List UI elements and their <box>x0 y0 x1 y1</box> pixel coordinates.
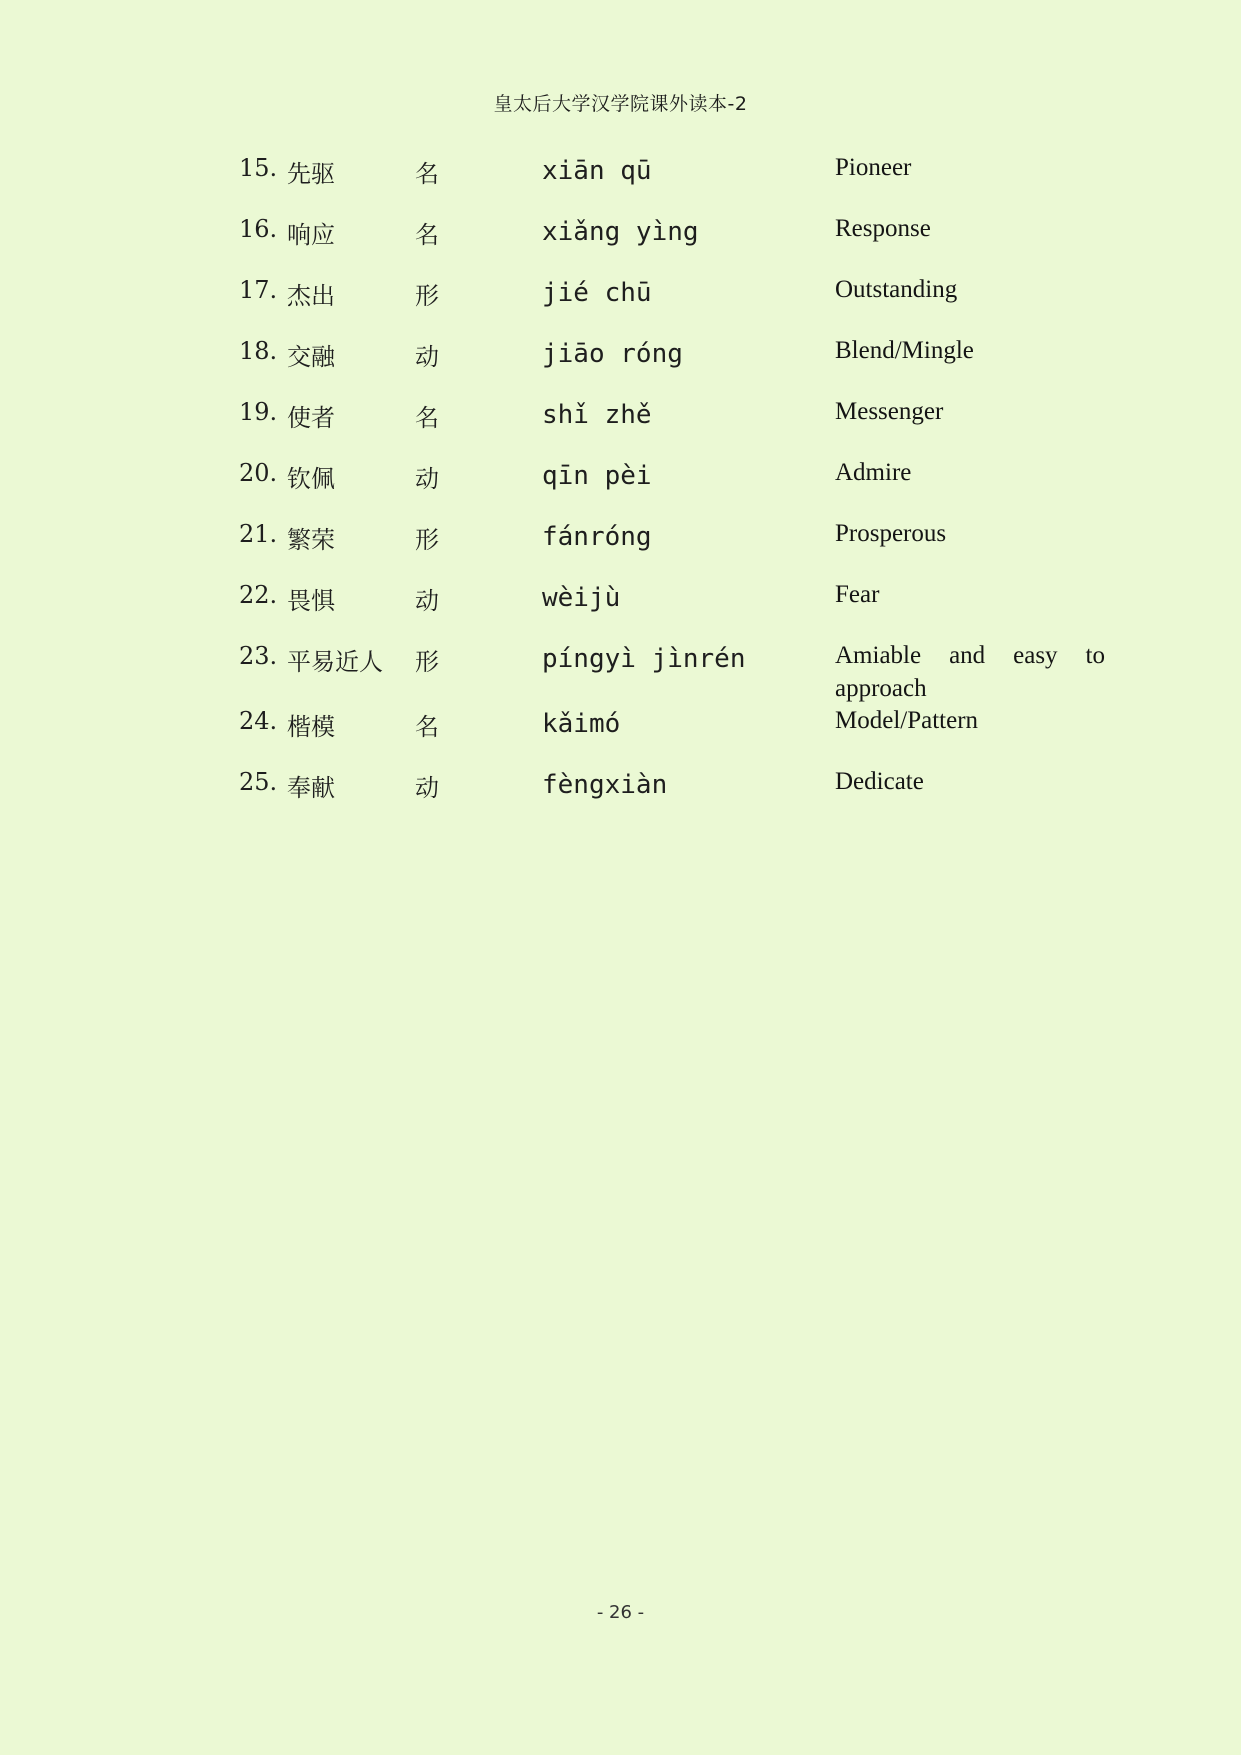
page-number: - 26 - <box>596 1602 645 1623</box>
part-of-speech: 动 <box>415 343 439 371</box>
vocab-row <box>0 707 1241 757</box>
item-number: 16. <box>239 215 278 243</box>
vocab-row <box>0 459 1241 509</box>
pinyin: píngyì jìnrén <box>542 644 746 674</box>
pinyin: kǎimó <box>542 709 621 739</box>
chinese-word: 奉献 <box>287 774 335 802</box>
chinese-word: 畏惧 <box>287 587 335 615</box>
vocab-row <box>0 398 1241 448</box>
english-meaning: Fear <box>835 581 880 608</box>
vocab-row <box>0 337 1241 387</box>
item-number: 17. <box>239 276 278 304</box>
english-meaning: Outstanding <box>835 276 958 303</box>
chinese-word: 杰出 <box>287 282 335 310</box>
pinyin: xiān qū <box>542 156 652 186</box>
english-meaning: Dedicate <box>835 768 924 795</box>
item-number: 25. <box>239 768 278 796</box>
vocab-row <box>0 581 1241 631</box>
item-number: 21. <box>239 520 278 548</box>
english-meaning: Prosperous <box>835 520 947 547</box>
part-of-speech: 动 <box>415 465 439 493</box>
chinese-word: 繁荣 <box>287 526 335 554</box>
pinyin: xiǎng yìng <box>542 217 699 247</box>
chinese-word: 先驱 <box>287 160 335 188</box>
pinyin: wèijù <box>542 583 621 613</box>
part-of-speech: 形 <box>415 648 439 676</box>
part-of-speech: 名 <box>415 404 439 432</box>
chinese-word: 楷模 <box>287 713 335 741</box>
vocab-row <box>0 642 1241 702</box>
vocab-row <box>0 215 1241 265</box>
english-meaning: Messenger <box>835 398 944 425</box>
chinese-word: 钦佩 <box>287 465 335 493</box>
part-of-speech: 动 <box>415 587 439 615</box>
pinyin: shǐ zhě <box>542 400 652 430</box>
vocab-row <box>0 768 1241 818</box>
part-of-speech: 名 <box>415 160 439 188</box>
part-of-speech: 名 <box>415 713 439 741</box>
english-meaning: Response <box>835 215 931 242</box>
english-meaning: Pioneer <box>835 154 912 181</box>
english-meaning: Blend/Mingle <box>835 337 974 364</box>
chinese-word: 平易近人 <box>287 648 383 676</box>
chinese-word: 使者 <box>287 404 335 432</box>
item-number: 22. <box>239 581 278 609</box>
item-number: 23. <box>239 642 278 670</box>
english-meaning: Amiable and easy to approach <box>835 642 1105 702</box>
part-of-speech: 动 <box>415 774 439 802</box>
chinese-word: 交融 <box>287 343 335 371</box>
part-of-speech: 形 <box>415 526 439 554</box>
item-number: 24. <box>239 707 278 735</box>
item-number: 19. <box>239 398 278 426</box>
item-number: 18. <box>239 337 278 365</box>
vocab-row <box>0 520 1241 570</box>
chinese-word: 响应 <box>287 221 335 249</box>
item-number: 20. <box>239 459 278 487</box>
english-meaning: Admire <box>835 459 912 486</box>
vocab-row <box>0 154 1241 204</box>
vocab-row <box>0 276 1241 326</box>
pinyin: qīn pèi <box>542 461 652 491</box>
pinyin: fánróng <box>542 522 652 552</box>
item-number: 15. <box>239 154 278 182</box>
part-of-speech: 名 <box>415 221 439 249</box>
pinyin: fèngxiàn <box>542 770 668 800</box>
pinyin: jiāo róng <box>542 339 683 369</box>
part-of-speech: 形 <box>415 282 439 310</box>
running-header: 皇太后大学汉学院课外读本-2 <box>493 93 748 115</box>
pinyin: jié chū <box>542 278 652 308</box>
english-meaning: Model/Pattern <box>835 707 979 734</box>
